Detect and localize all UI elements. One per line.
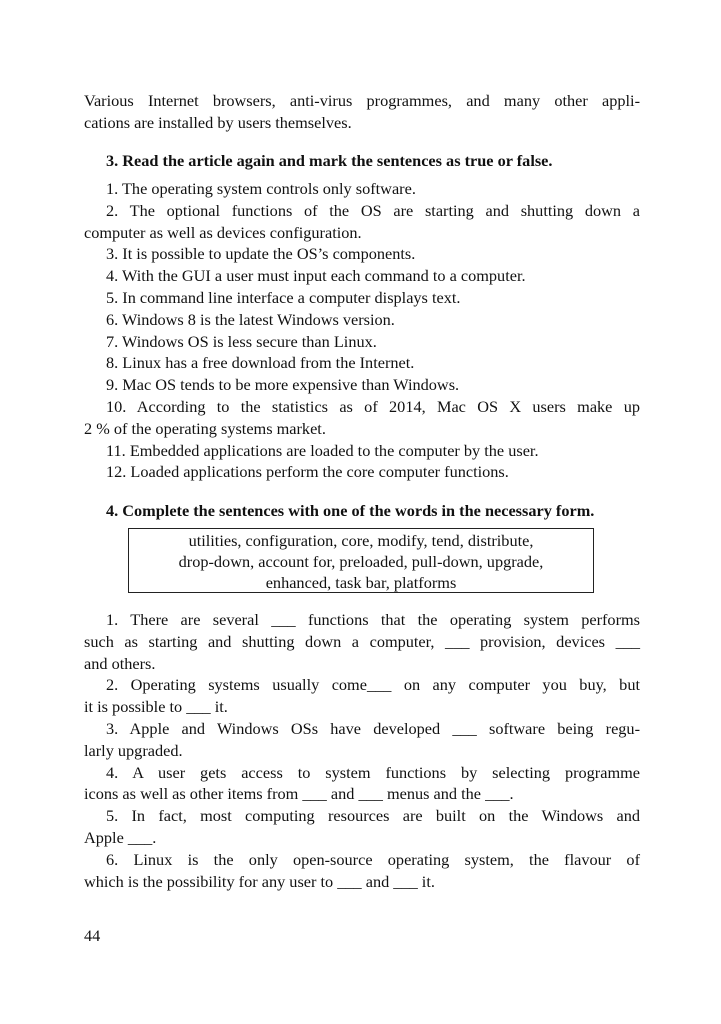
statement: 2. The optional functions of the OS are starting and shutting down a [106, 200, 640, 220]
word-box [128, 528, 594, 593]
page-number: 44 [84, 926, 101, 945]
statement: 3. It is possible to update the OS’s components. [106, 244, 416, 264]
sentence: 5. In fact, most computing resources are built on the Windows and [106, 806, 640, 826]
sentence: 3. Apple and Windows OSs have developed ___ software being regu- [106, 718, 640, 738]
statement: 6. Windows 8 is the latest Windows version. [106, 309, 395, 329]
statement: 10. According to the statistics as of 2014, Mac OS X users make up [106, 396, 640, 416]
statement-continuation: 2 % of the operating systems market. [84, 418, 326, 438]
statement: 8. Linux has a free download from the Internet. [106, 353, 415, 373]
exercise-heading: 3. Read the article again and mark the sentences as true or false. [106, 151, 553, 170]
statement: 11. Embedded applications are loaded to the computer by the user. [106, 440, 539, 460]
sentence-continuation: icons as well as other items from ___ and ___ menus and the ___. [84, 784, 514, 804]
statement: 1. The operating system controls only software. [106, 179, 416, 198]
statement-continuation: computer as well as devices configuration. [84, 222, 362, 242]
statement: 9. Mac OS tends to be more expensive than Windows. [106, 375, 460, 395]
sentence: 1. There are several ___ functions that the operating system performs [106, 610, 640, 629]
word-box-line: drop-down, account for, preloaded, pull-down, upgrade, [178, 552, 544, 571]
statement: 12. Loaded applications perform the core computer functions. [106, 462, 509, 482]
text-line: Various Internet browsers, anti-virus programmes, and many other appli- [84, 91, 640, 110]
statement: 5. In command line interface a computer displays text. [106, 287, 461, 307]
sentence: 4. A user gets access to system functions by selecting programme [106, 762, 640, 782]
statement: 4. With the GUI a user must input each command to a computer. [106, 266, 526, 286]
word-box-line: enhanced, task bar, platforms [265, 573, 457, 592]
sentence-continuation: which is the possibility for any user to ___ and ___ it. [84, 871, 435, 891]
sentence-continuation: such as starting and shutting down a computer, ___ provision, devices ___ [84, 631, 640, 651]
exercise-heading: 4. Complete the sentences with one of the words in the necessary form. [106, 501, 595, 520]
task4-sentences [84, 609, 640, 892]
sentence-continuation: Apple ___. [84, 827, 157, 847]
text-line: cations are installed by users themselves. [84, 112, 352, 132]
sentence-continuation: larly upgraded. [84, 740, 183, 760]
sentence: 6. Linux is the only open-source operating system, the flavour of [106, 849, 640, 869]
statement: 7. Windows OS is less secure than Linux. [106, 331, 377, 351]
sentence: 2. Operating systems usually come___ on any computer you buy, but [106, 675, 640, 695]
task4-heading [84, 500, 640, 522]
task3-heading [84, 150, 640, 172]
intro-paragraph [84, 90, 640, 134]
sentence-continuation: it is possible to ___ it. [84, 697, 228, 717]
task3-statements [84, 178, 640, 483]
word-box-line: utilities, configuration, core, modify, tend, distribute, [188, 531, 534, 550]
sentence-continuation: and others. [84, 653, 156, 673]
